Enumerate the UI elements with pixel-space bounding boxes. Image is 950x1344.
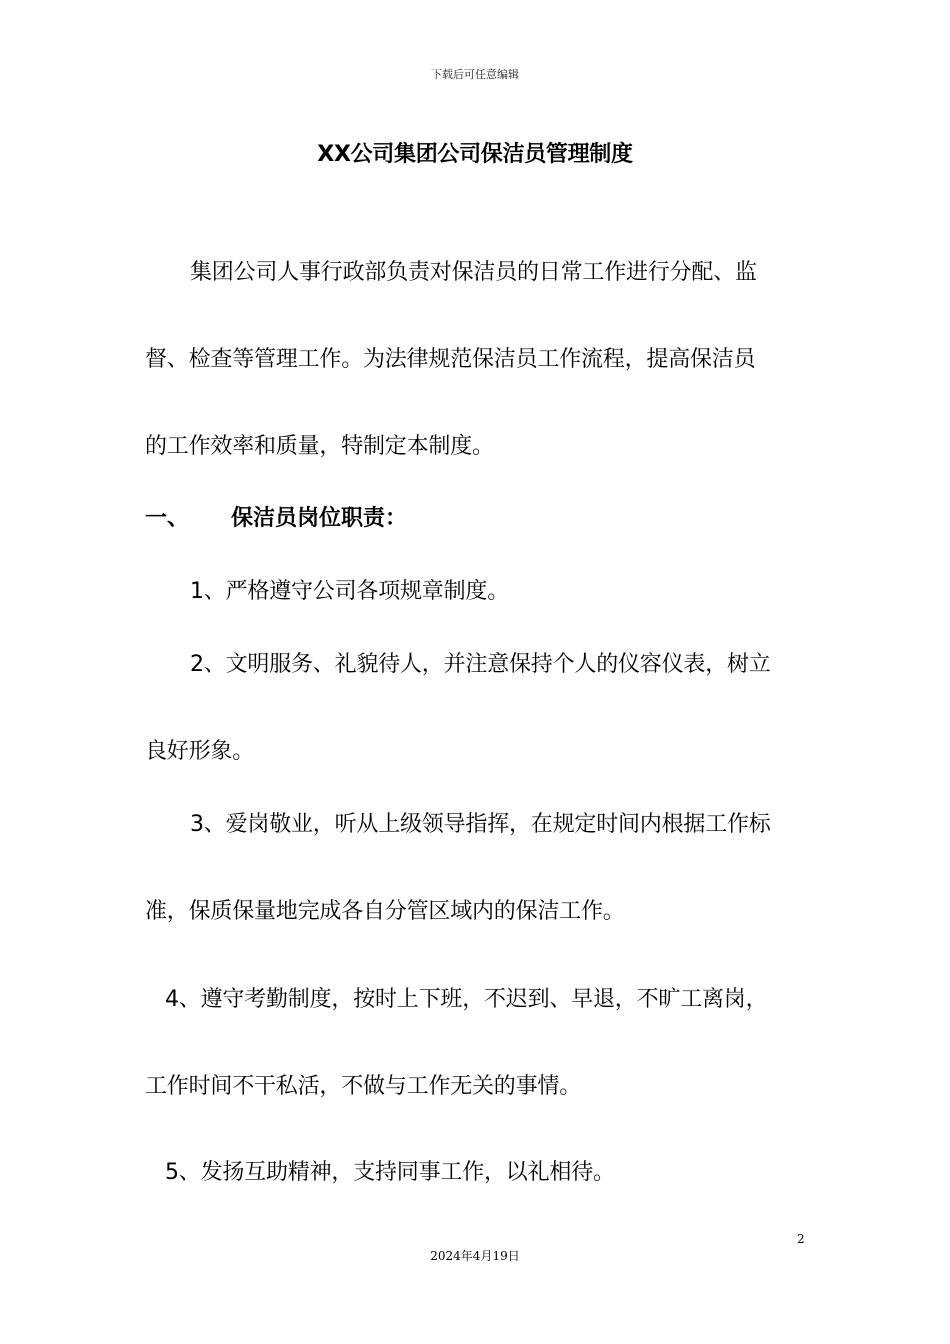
section-heading (145, 504, 407, 534)
list-item: 4、遵守考勤制度，按时上下班，不迟到、早退，不旷工离岗， (165, 987, 768, 1012)
intro-line: 督、检查等管理工作。为法律规范保洁员工作流程，提高保洁员 (145, 347, 756, 372)
list-item: 1、严格遵守公司各项规章制度。 (190, 579, 509, 604)
list-item-continuation: 良好形象。 (145, 739, 255, 764)
list-item: 2、文明服务、礼貌待人，并注意保持个人的仪容仪表，树立 (190, 652, 771, 677)
intro-line: 的工作效率和质量，特制定本制度。 (145, 434, 494, 459)
list-item-continuation: 工作时间不干私活，不做与工作无关的事情。 (145, 1074, 582, 1099)
list-item-continuation: 准，保质保量地完成各自分管区域内的保洁工作。 (145, 899, 625, 924)
page-number: 2 (797, 1232, 805, 1246)
header-note: 下载后可任意编辑 (431, 68, 519, 81)
intro-line: 集团公司人事行政部负责对保洁员的日常工作进行分配、监 (190, 260, 757, 285)
section-title: 保洁员岗位职责： (231, 506, 408, 531)
section-number: 一、 (145, 506, 190, 531)
footer-date: 2024年4月19日 (430, 1249, 520, 1263)
list-item: 5、发扬互助精神，支持同事工作，以礼相待。 (165, 1160, 615, 1185)
list-item: 3、爱岗敬业，听从上级领导指挥，在规定时间内根据工作标 (190, 812, 771, 837)
document-title: XX公司集团公司保洁员管理制度 (317, 142, 633, 167)
